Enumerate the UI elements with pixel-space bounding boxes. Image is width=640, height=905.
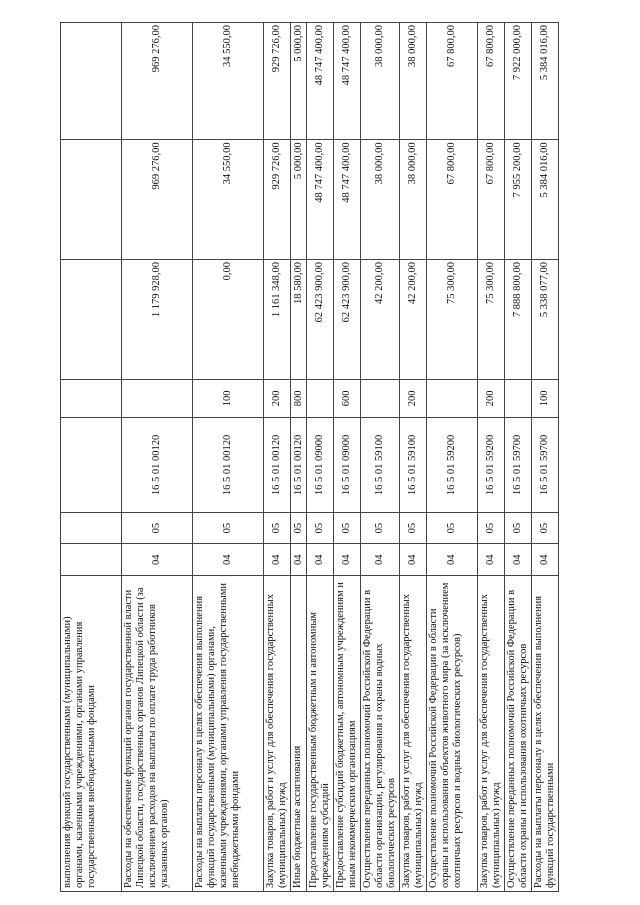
cell-v1: 42 200,00: [400, 260, 427, 380]
cell-v3: 38 000,00: [361, 23, 400, 140]
cell-b: 05: [193, 512, 264, 544]
table-row: [122, 23, 193, 892]
cell-b: 05: [361, 512, 400, 544]
cell-v3: 48 747 400,00: [307, 23, 334, 140]
table-row: [361, 23, 400, 892]
cell-d: 200: [478, 379, 505, 417]
cell-a: 04: [334, 544, 361, 576]
cell-v2: [61, 140, 122, 260]
cell-name: Предоставление субсидий бюджетным, автономным учреждениям и иным некоммерческим организациям: [334, 576, 361, 892]
cell-v1: 1 161 348,00: [264, 260, 291, 380]
cell-c: 16 5 01 59100: [400, 418, 427, 513]
cell-v1: [61, 260, 122, 380]
cell-b: 05: [478, 512, 505, 544]
cell-name: Расходы на выплаты персоналу в целях обеспечения выполнения функций государственными: [532, 576, 559, 892]
cell-c: 16 5 01 59200: [427, 418, 478, 513]
cell-a: 04: [291, 544, 307, 576]
cell-v1: 62 423 900,00: [307, 260, 334, 380]
table-body: [61, 23, 559, 892]
cell-v2: 5 000,00: [291, 140, 307, 260]
cell-b: 05: [427, 512, 478, 544]
cell-v3: [61, 23, 122, 140]
cell-c: 16 5 01 09000: [307, 418, 334, 513]
table-row: [478, 23, 505, 892]
cell-v3: 48 747 400,00: [334, 23, 361, 140]
cell-v1: 7 888 800,00: [505, 260, 532, 380]
cell-d: 800: [291, 379, 307, 417]
cell-v1: 75 300,00: [478, 260, 505, 380]
rotated-page: [60, 22, 580, 892]
cell-v1: 1 179 928,00: [122, 260, 193, 380]
cell-v1: 62 423 900,00: [334, 260, 361, 380]
cell-v3: 67 800,00: [427, 23, 478, 140]
cell-a: 04: [264, 544, 291, 576]
table-row: [505, 23, 532, 892]
cell-v2: 67 800,00: [478, 140, 505, 260]
table-row: [307, 23, 334, 892]
cell-d: [361, 379, 400, 417]
cell-c: 16 5 01 00120: [291, 418, 307, 513]
cell-name: выполнения функций государственными (муниципальными) органами, казенными учреждениями, органами управления государственными внебюджетными фондами: [61, 576, 122, 892]
table-row: [264, 23, 291, 892]
cell-c: 16 5 01 00120: [193, 418, 264, 513]
cell-b: 05: [307, 512, 334, 544]
cell-b: 05: [291, 512, 307, 544]
cell-b: [61, 512, 122, 544]
cell-name: Закупка товаров, работ и услуг для обеспечения государственных (муниципальных) нужд: [478, 576, 505, 892]
cell-name: Расходы на выплаты персоналу в целях обеспечения выполнения функций государственными (муниципальными) органами, казенными учреждениями, органами управления государственными внебюджетными фондами: [193, 576, 264, 892]
cell-c: 16 5 01 00120: [122, 418, 193, 513]
cell-c: [61, 418, 122, 513]
cell-v2: 929 726,00: [264, 140, 291, 260]
budget-table: [60, 22, 559, 892]
cell-d: 100: [193, 379, 264, 417]
cell-a: 04: [122, 544, 193, 576]
cell-d: [505, 379, 532, 417]
cell-v3: 5 384 016,00: [532, 23, 559, 140]
cell-c: 16 5 01 59200: [478, 418, 505, 513]
cell-v2: 38 000,00: [361, 140, 400, 260]
cell-v3: 34 550,00: [193, 23, 264, 140]
cell-d: [427, 379, 478, 417]
cell-name: Расходы на обеспечение функций органов государственной власти Липецкой области, государственных органов Липецкой области (за исключением расходов на выплаты по оплате труда работников указанных органов): [122, 576, 193, 892]
cell-d: 600: [334, 379, 361, 417]
cell-b: 05: [532, 512, 559, 544]
table-row: [400, 23, 427, 892]
table-row: [193, 23, 264, 892]
cell-a: 04: [361, 544, 400, 576]
cell-a: 04: [193, 544, 264, 576]
cell-v3: 5 000,00: [291, 23, 307, 140]
cell-v3: 969 276,00: [122, 23, 193, 140]
cell-v1: 0,00: [193, 260, 264, 380]
cell-v1: 18 580,00: [291, 260, 307, 380]
table-row: [61, 23, 122, 892]
cell-v1: 75 300,00: [427, 260, 478, 380]
cell-b: 05: [334, 512, 361, 544]
cell-b: 05: [122, 512, 193, 544]
cell-a: 04: [307, 544, 334, 576]
cell-v3: 67 800,00: [478, 23, 505, 140]
table-row: [334, 23, 361, 892]
cell-v3: 38 000,00: [400, 23, 427, 140]
cell-d: 200: [400, 379, 427, 417]
cell-a: 04: [427, 544, 478, 576]
cell-name: Осуществление переданных полномочий Российской Федерации в области охраны и использования охотничьих ресурсов: [505, 576, 532, 892]
cell-v2: 969 276,00: [122, 140, 193, 260]
cell-d: [122, 379, 193, 417]
cell-c: 16 5 01 09000: [334, 418, 361, 513]
cell-v2: 48 747 400,00: [334, 140, 361, 260]
cell-v1: 42 200,00: [361, 260, 400, 380]
cell-v2: 7 955 200,00: [505, 140, 532, 260]
cell-d: [61, 379, 122, 417]
cell-name: Осуществление полномочий Российской Федерации в области охраны и использования объектов животного мира (за исключением охотничьих ресурсов и водных биологических ресурсов): [427, 576, 478, 892]
table-row: [532, 23, 559, 892]
cell-name: Иные бюджетные ассигнования: [291, 576, 307, 892]
cell-a: 04: [478, 544, 505, 576]
cell-b: 05: [400, 512, 427, 544]
cell-b: 05: [505, 512, 532, 544]
cell-d: 100: [532, 379, 559, 417]
cell-a: 04: [532, 544, 559, 576]
cell-name: Закупка товаров, работ и услуг для обеспечения государственных (муниципальных) нужд: [400, 576, 427, 892]
cell-v2: 5 384 016,00: [532, 140, 559, 260]
cell-c: 16 5 01 59100: [361, 418, 400, 513]
cell-d: [307, 379, 334, 417]
cell-a: [61, 544, 122, 576]
cell-d: 200: [264, 379, 291, 417]
cell-c: 16 5 01 59700: [532, 418, 559, 513]
cell-name: Осуществление переданных полномочий Российской Федерации в области организации, регулирования и охраны водных биологических ресурсов: [361, 576, 400, 892]
cell-name: Предоставление государственным бюджетным и автономным учреждениям субсидий: [307, 576, 334, 892]
cell-v2: 34 550,00: [193, 140, 264, 260]
cell-v1: 5 338 077,00: [532, 260, 559, 380]
cell-name: Закупка товаров, работ и услуг для обеспечения государственных (муниципальных) нужд: [264, 576, 291, 892]
cell-b: 05: [264, 512, 291, 544]
cell-c: 16 5 01 59700: [505, 418, 532, 513]
cell-c: 16 5 01 00120: [264, 418, 291, 513]
cell-v3: 929 726,00: [264, 23, 291, 140]
table-row: [291, 23, 307, 892]
cell-v2: 67 800,00: [427, 140, 478, 260]
cell-v3: 7 922 000,00: [505, 23, 532, 140]
cell-a: 04: [400, 544, 427, 576]
table-row: [427, 23, 478, 892]
cell-v2: 38 000,00: [400, 140, 427, 260]
cell-a: 04: [505, 544, 532, 576]
cell-v2: 48 747 400,00: [307, 140, 334, 260]
